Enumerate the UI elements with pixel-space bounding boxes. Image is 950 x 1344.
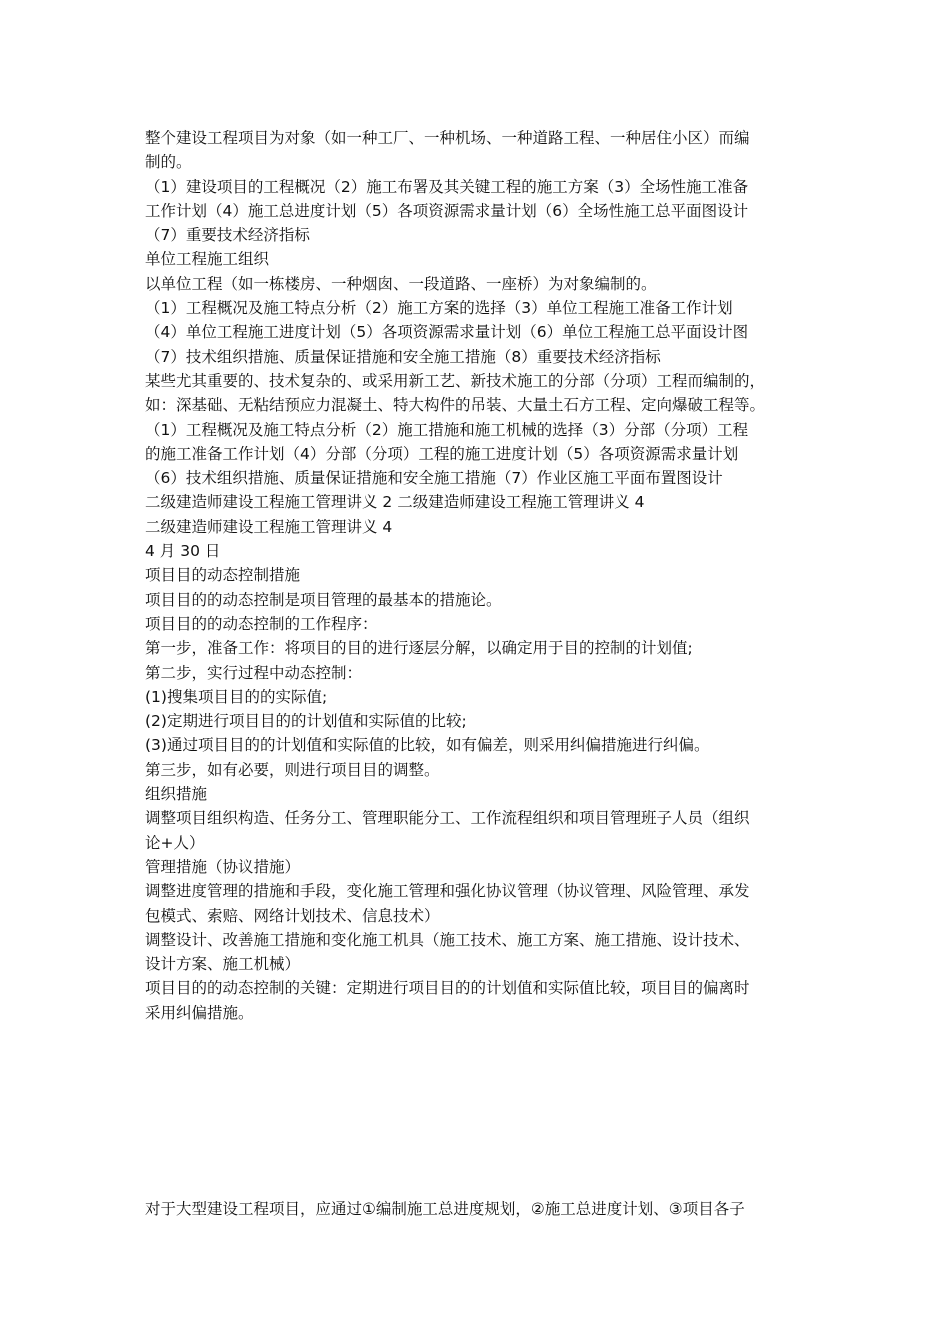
section-heading: 单位工程施工组织 [145, 250, 270, 269]
text-line: 制的。 [145, 153, 192, 172]
text-line: 某些尤其重要的、技术复杂的、或采用新工艺、新技术施工的分部（分项）工程而编制的， [145, 371, 766, 390]
text-line: 整个建设工程项目为对象（如一种工厂、一种机场、一种道路工程、一种居住小区）而编 [145, 129, 750, 147]
text-line: 调整设计、改善施工措施和变化施工机具（施工技术、施工方案、施工措施、设计技术、 [145, 930, 750, 949]
document-body [145, 126, 805, 1025]
text-line: 第三步，如有必要，则进行项目目的调整。 [145, 760, 440, 779]
section-heading: 组织措施 [145, 785, 208, 804]
text-line: （1）建设项目的工程概况（2）施工布署及其关键工程的施工方案（3）全场性施工准备 [145, 177, 749, 196]
section-heading: 管理措施（协议措施） [145, 857, 301, 876]
text-line: 项目目的的动态控制的关键：定期进行项目目的的计划值和实际值比较，项目目的偏离时 [145, 979, 750, 998]
text-line: 二级建造师建设工程施工管理讲义 4 [145, 517, 393, 536]
text-line: (1)搜集项目目的的实际值; [145, 687, 328, 706]
text-line: 采用纠偏措施。 [145, 1003, 254, 1022]
text-line: 如：深基础、无粘结预应力混凝土、特大构件的吊装、大量土石方工程、定向爆破工程等。 [145, 396, 766, 415]
text-line: 第二步，实行过程中动态控制： [145, 663, 363, 682]
text-line: （6）技术组织措施、质量保证措施和安全施工措施（7）作业区施工平面布置图设计 [145, 469, 723, 488]
section-heading: 项目目的动态控制措施 [145, 566, 301, 585]
text-line: 项目目的的动态控制是项目管理的最基本的措施论。 [145, 590, 502, 609]
text-line: 调整进度管理的措施和手段，变化施工管理和强化协议管理（协议管理、风险管理、承发 [145, 882, 750, 901]
text-line: （4）单位工程施工进度计划（5）各项资源需求量计划（6）单位工程施工总平面设计图 [145, 323, 749, 342]
text-line: 论+人） [145, 833, 205, 852]
text-line: 项目目的的动态控制的工作程序： [145, 614, 378, 633]
text-line: (2)定期进行项目目的的计划值和实际值的比较; [145, 712, 467, 731]
text-line: 设计方案、施工机械） [145, 955, 301, 974]
text-line: 以单位工程（如一栋楼房、一种烟囱、一段道路、一座桥）为对象编制的。 [145, 274, 657, 293]
text-line: 工作计划（4）施工总进度计划（5）各项资源需求量计划（6）全场性施工总平面图设计 [145, 201, 749, 220]
text-line: （1）工程概况及施工特点分析（2）施工措施和施工机械的选择（3）分部（分项）工程 [145, 420, 749, 439]
text-line: 包模式、索赔、网络计划技术、信息技术） [145, 906, 440, 925]
text-line: (3)通过项目目的的计划值和实际值的比较，如有偏差，则采用纠偏措施进行纠偏。 [145, 736, 710, 755]
text-line: （1）工程概况及施工特点分析（2）施工方案的选择（3）单位工程施工准备工作计划 [145, 299, 733, 318]
date-line: 4 月 30 日 [145, 542, 221, 561]
text-line: 的施工准备工作计划（4）分部（分项）工程的施工进度计划（5）各项资源需求量计划 [145, 444, 739, 463]
text-line: （7）重要技术经济指标 [145, 226, 310, 245]
text-line: 第一步，准备工作：将项目的目的进行逐层分解，以确定用于目的控制的计划值; [145, 639, 693, 658]
text-line: 调整项目组织构造、任务分工、管理职能分工、工作流程组织和项目管理班子人员（组织 [145, 809, 750, 828]
text-line: （7）技术组织措施、质量保证措施和安全施工措施（8）重要技术经济指标 [145, 347, 661, 366]
trailing-text-line: 对于大型建设工程项目，应通过①编制施工总进度规划，②施工总进度计划、③项目各子 [145, 1200, 745, 1218]
text-line: 二级建造师建设工程施工管理讲义 2 二级建造师建设工程施工管理讲义 4 [145, 493, 645, 512]
